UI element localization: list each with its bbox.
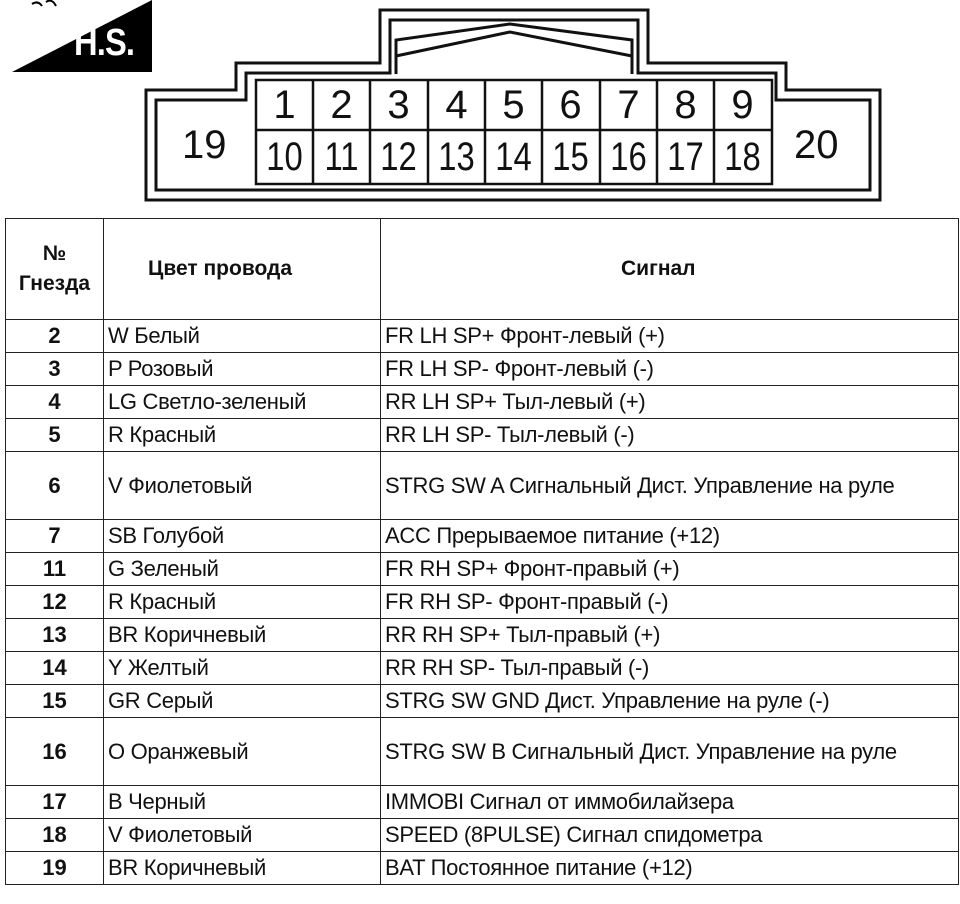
socket-number: 14 (6, 652, 104, 685)
header-socket-number (6, 219, 104, 320)
wire-color: G Зеленый (104, 553, 381, 586)
socket-number: 17 (6, 786, 104, 819)
socket-number: 18 (6, 819, 104, 852)
table-row (6, 320, 959, 353)
pin-bottom-label: 11 (324, 135, 359, 179)
logo-text: H.S. (74, 22, 135, 64)
pin-bottom-label: 10 (266, 135, 303, 179)
table-row (6, 586, 959, 619)
socket-number: 4 (6, 386, 104, 419)
signal-description: STRG SW B Сигнальный Дист. Управление на руле (381, 718, 959, 786)
pinout-table (5, 218, 959, 885)
signal-description: RR RH SP+ Тыл-правый (+) (381, 619, 959, 652)
wire-color: R Красный (104, 419, 381, 452)
table-row (6, 353, 959, 386)
header-signal: Сигнал (381, 219, 959, 320)
pin-19-label: 19 (182, 123, 227, 167)
socket-number: 13 (6, 619, 104, 652)
signal-description: ACC Прерываемое питание (+12) (381, 520, 959, 553)
socket-number: 11 (6, 553, 104, 586)
table-row (6, 553, 959, 586)
pin-bottom-label: 18 (724, 135, 761, 179)
wire-color: V Фиолетовый (104, 819, 381, 852)
pin-top-label: 6 (559, 83, 582, 127)
socket-number: 6 (6, 452, 104, 520)
signal-description: RR LH SP- Тыл-левый (-) (381, 419, 959, 452)
pin-top-label: 3 (387, 83, 410, 127)
wire-color: LG Светло-зеленый (104, 386, 381, 419)
signal-description: FR LH SP+ Фронт-левый (+) (381, 320, 959, 353)
table-row (6, 452, 959, 520)
pin-bottom-label: 12 (380, 135, 417, 179)
socket-number: 3 (6, 353, 104, 386)
wire-color: O Оранжевый (104, 718, 381, 786)
pin-top-label: 7 (617, 83, 640, 127)
wire-color: B Черный (104, 786, 381, 819)
table-row (6, 520, 959, 553)
wire-color: V Фиолетовый (104, 452, 381, 520)
pin-bottom-label: 14 (495, 135, 532, 179)
signal-description: FR RH SP+ Фронт-правый (+) (381, 553, 959, 586)
pin-bottom-label: 17 (667, 135, 704, 179)
wire-color: W Белый (104, 320, 381, 353)
pin-top-label: 9 (731, 83, 754, 127)
table-row (6, 685, 959, 718)
pin-top-label: 1 (273, 83, 296, 127)
connector-diagram (0, 0, 960, 210)
signal-description: FR LH SP- Фронт-левый (-) (381, 353, 959, 386)
signal-description: STRG SW A Сигнальный Дист. Управление на руле (381, 452, 959, 520)
table-row (6, 386, 959, 419)
header-socket-line1: № (42, 242, 67, 265)
wire-color: BR Коричневый (104, 852, 381, 885)
pin-top-label: 4 (445, 83, 468, 127)
signal-description: IMMOBI Сигнал от иммобилайзера (381, 786, 959, 819)
socket-number: 16 (6, 718, 104, 786)
signal-description: RR LH SP+ Тыл-левый (+) (381, 386, 959, 419)
socket-number: 5 (6, 419, 104, 452)
wire-color: R Красный (104, 586, 381, 619)
socket-number: 12 (6, 586, 104, 619)
table-row (6, 718, 959, 786)
table-row (6, 419, 959, 452)
wire-color: BR Коричневый (104, 619, 381, 652)
signal-description: FR RH SP- Фронт-правый (-) (381, 586, 959, 619)
socket-number: 19 (6, 852, 104, 885)
wire-color: Y Желтый (104, 652, 381, 685)
pin-top-label: 5 (502, 83, 525, 127)
wire-color: SB Голубой (104, 520, 381, 553)
wire-color: P Розовый (104, 353, 381, 386)
signal-description: SPEED (8PULSE) Сигнал спидометра (381, 819, 959, 852)
signal-description: STRG SW GND Дист. Управление на руле (-) (381, 685, 959, 718)
pin-20-label: 20 (794, 123, 839, 167)
pin-bottom-label: 15 (552, 135, 589, 179)
signal-description: BAT Постоянное питание (+12) (381, 852, 959, 885)
table-row (6, 852, 959, 885)
pin-bottom-label: 16 (610, 135, 647, 179)
header-socket-line2: Гнезда (18, 272, 91, 295)
pin-top-label: 8 (674, 83, 697, 127)
table-row (6, 819, 959, 852)
table-row (6, 619, 959, 652)
header-wire-color: Цвет провода (104, 219, 381, 320)
socket-number: 15 (6, 685, 104, 718)
socket-number: 7 (6, 520, 104, 553)
signal-description: RR RH SP- Тыл-правый (-) (381, 652, 959, 685)
wire-color: GR Серый (104, 685, 381, 718)
table-row (6, 652, 959, 685)
table-row (6, 786, 959, 819)
socket-number: 2 (6, 320, 104, 353)
table-header-row (6, 219, 959, 320)
pin-top-label: 2 (330, 83, 353, 127)
pin-bottom-label: 13 (438, 135, 475, 179)
